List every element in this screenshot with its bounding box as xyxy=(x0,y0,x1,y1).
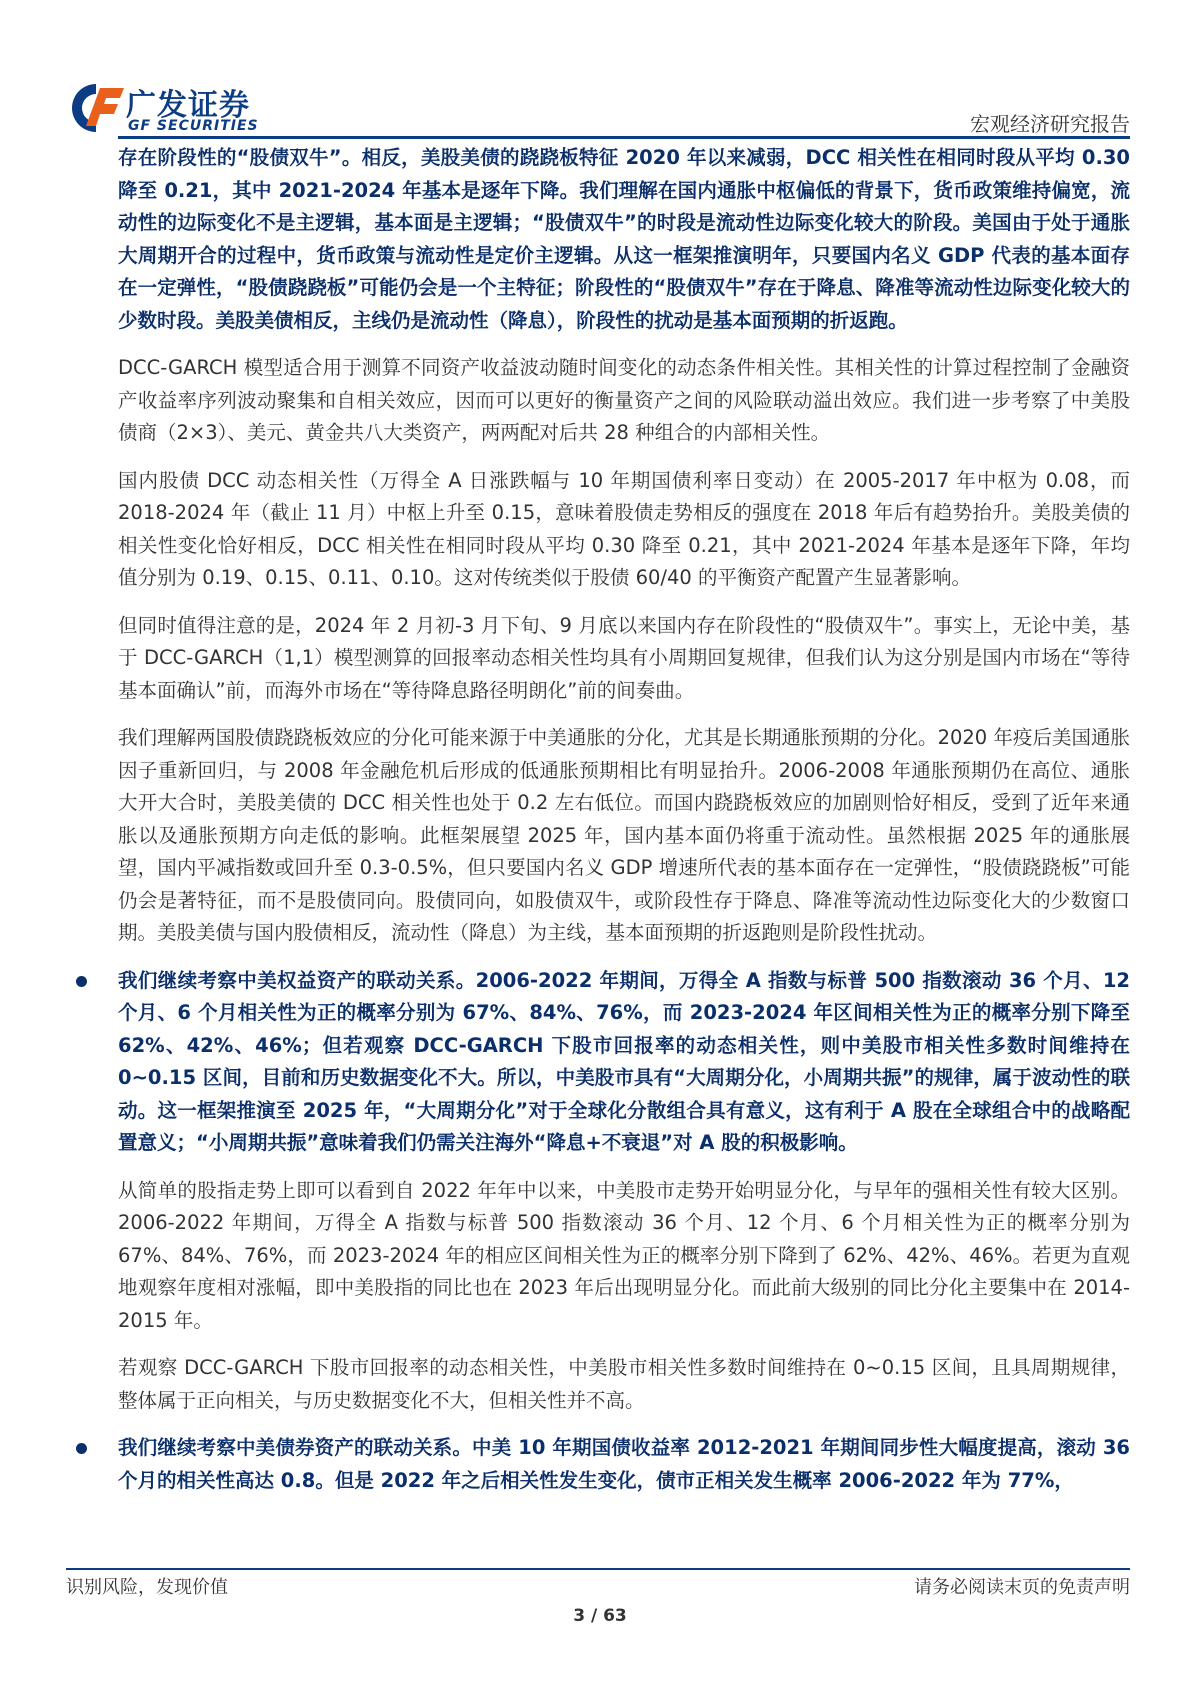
bullet-text: 我们继续考察中美债券资产的联动关系。中美 10 年期国债收益率 2012-2021 年期间同步性大幅度提高，滚动 36 个月的相关性高达 0.8。但是 2022 年之后相关性发生变化，债市正相关发生概率 2006-2022 年为 77%， xyxy=(118,1436,1130,1492)
page-header xyxy=(0,0,1200,140)
paragraph-dual-bull: 但同时值得注意的是，2024 年 2 月初-3 月下旬、9 月底以来国内存在阶段性的“股债双牛”。事实上，无论中美，基于 DCC-GARCH（1,1）模型测算的回报率动态相关性均具有小周期回复规律，但我们认为这分别是国内市场在“等待基本面确认”前，而海外市场在“等待降息路径明朗化”前的间奏曲。 xyxy=(118,613,1130,702)
footer-divider xyxy=(66,1568,1130,1570)
page-number: 3 / 63 xyxy=(573,1606,627,1626)
header-divider xyxy=(118,136,1130,139)
gf-securities-logo xyxy=(66,78,286,138)
bullet-icon xyxy=(76,1443,87,1454)
gf-logo-icon xyxy=(66,78,130,138)
footer-disclaimer: 请务必阅读末页的免责声明 xyxy=(914,1577,1130,1598)
paragraph-dcc-garch-intro: DCC-GARCH 模型适合用于测算不同资产收益波动随时间变化的动态条件相关性。其相关性的计算过程控制了金融资产收益率序列波动聚集和自相关效应，因而可以更好的衡量资产之间的风险联动溢出效应。我们进一步考察了中美股债商（2×3）、美元、黄金共八大类资产，两两配对后共 28 种组合的内部相关性。 xyxy=(118,356,1130,444)
footer-slogan: 识别风险，发现价值 xyxy=(66,1577,228,1598)
report-body xyxy=(118,142,1130,1512)
paragraph-bold-summary: 存在阶段性的“股债双牛”。相反，美股美债的跷跷板特征 2020 年以来减弱，DCC 相关性在相同时段从平均 0.30 降至 0.21，其中 2021-2024 年基本是逐年下降。我们理解在国内通胀中枢偏低的背景下，货币政策维持偏宽，流动性的边际变化不是主逻辑，基本面是主逻辑；“股债双牛”的时段是流动性边际变化较大的阶段。美国由于处于通胀大周期开合的过程中，货币政策与流动性是定价主逻辑。从这一框架推演明年，只要国内名义 GDP 代表的基本面存在一定弹性，“股债跷跷板”可能仍会是一个主特征；阶段性的“股债双牛”存在于降息、降准等流动性边际变化较大的少数时段。美股美债相反，主线仍是流动性（降息），阶段性的扰动是基本面预期的折返跑。 xyxy=(118,146,1130,332)
logo-text-cn: 广发证券 xyxy=(126,88,250,123)
report-type: 宏观经济研究报告 xyxy=(970,112,1130,136)
bullet-text: 我们继续考察中美权益资产的联动关系。2006-2022 年期间，万得全 A 指数与标普 500 指数滚动 36 个月、12 个月、6 个月相关性为正的概率分别为 67%、84%、76%，而 2023-2024 年区间相关性为正的概率分别下降至 62%、42%、46%；但若观察 DCC-GARCH 下股市回报率的动态相关性，则中美股市相关性多数时间维持在 0~0.15 区间，目前和历史数据变化不大。所以，中美股市具有“大周期分化，小周期共振”的规律，属于波动性的联动。这一框架推演至 2025 年，“大周期分化”对于全球化分散组合具有意义，这有利于 A 股在全球组合中的战略配置意义；“小周期共振”意味着我们仍需关注海外“降息+不衰退”对 A 股的积极影响。 xyxy=(118,968,1130,1154)
paragraph-inflation-divergence: 我们理解两国股债跷跷板效应的分化可能来源于中美通胀的分化，尤其是长期通胀预期的分化。2020 年疫后美国通胀因子重新回归，与 2008 年金融危机后形成的低通胀预期相比有明显抬升。2006-2008 年通胀预期仍在高位、通胀大开大合时，美股美债的 DCC 相关性也处于 0.2 左右低位。而国内跷跷板效应的加剧则恰好相反，受到了近年来通胀以及通胀预期方向走低的影响。此框架展望 2025 年，国内基本面仍将重于流动性。虽然根据 2025 年的通胀展望，国内平减指数或回升至 0.3-0.5%，但只要国内名义 GDP 增速所代表的基本面存在一定弹性，“股债跷跷板”可能仍会是著特征，而不是股债同向。股债同向，如股债双牛，或阶段性存于降息、降准等流动性边际变化大的少数窗口期。美股美债与国内股债相反，流动性（降息）为主线，基本面预期的折返跑则是阶段性扰动。 xyxy=(118,726,1130,944)
paragraph-domestic-dcc: 国内股债 DCC 动态相关性（万得全 A 日涨跌幅与 10 年期国债利率日变动）在 2005-2017 年中枢为 0.08，而 2018-2024 年（截止 11 月）中枢上升至 0.15，意味着股债走势相反的强度在 2018 年后有趋势抬升。美股美债的相关性变化恰好相反，DCC 相关性在相同时段从平均 0.30 降至 0.21，其中 2021-2024 年基本是逐年下降，年均值分别为 0.19、0.15、0.11、0.10。这对传统类似于股债 60/40 的平衡资产配置产生显著影响。 xyxy=(118,468,1130,589)
bullet-equity-linkage xyxy=(118,965,1130,1160)
bullet-icon xyxy=(76,976,87,987)
bullet-bond-linkage xyxy=(118,1432,1130,1497)
logo-text-en: GF SECURITIES xyxy=(128,118,259,134)
paragraph-dcc-equity: 若观察 DCC-GARCH 下股市回报率的动态相关性，中美股市相关性多数时间维持在 0~0.15 区间，且具周期规律，整体属于正向相关，与历史数据变化不大，但相关性并不高。 xyxy=(118,1356,1130,1412)
paragraph-index-divergence: 从简单的股指走势上即可以看到自 2022 年年中以来，中美股市走势开始明显分化，与早年的强相关性有较大区别。2006-2022 年期间，万得全 A 指数与标普 500 指数滚动 36 个月、12 个月、6 个月相关性为正的概率分别为 67%、84%、76%，而 2023-2024 年的相应区间相关性为正的概率分别下降到了 62%、42%、46%。若更为直观地观察年度相对涨幅，即中美股指的同比也在 2023 年后出现明显分化。而此前大级别的同比分化主要集中在 2014-2015 年。 xyxy=(118,1178,1130,1332)
